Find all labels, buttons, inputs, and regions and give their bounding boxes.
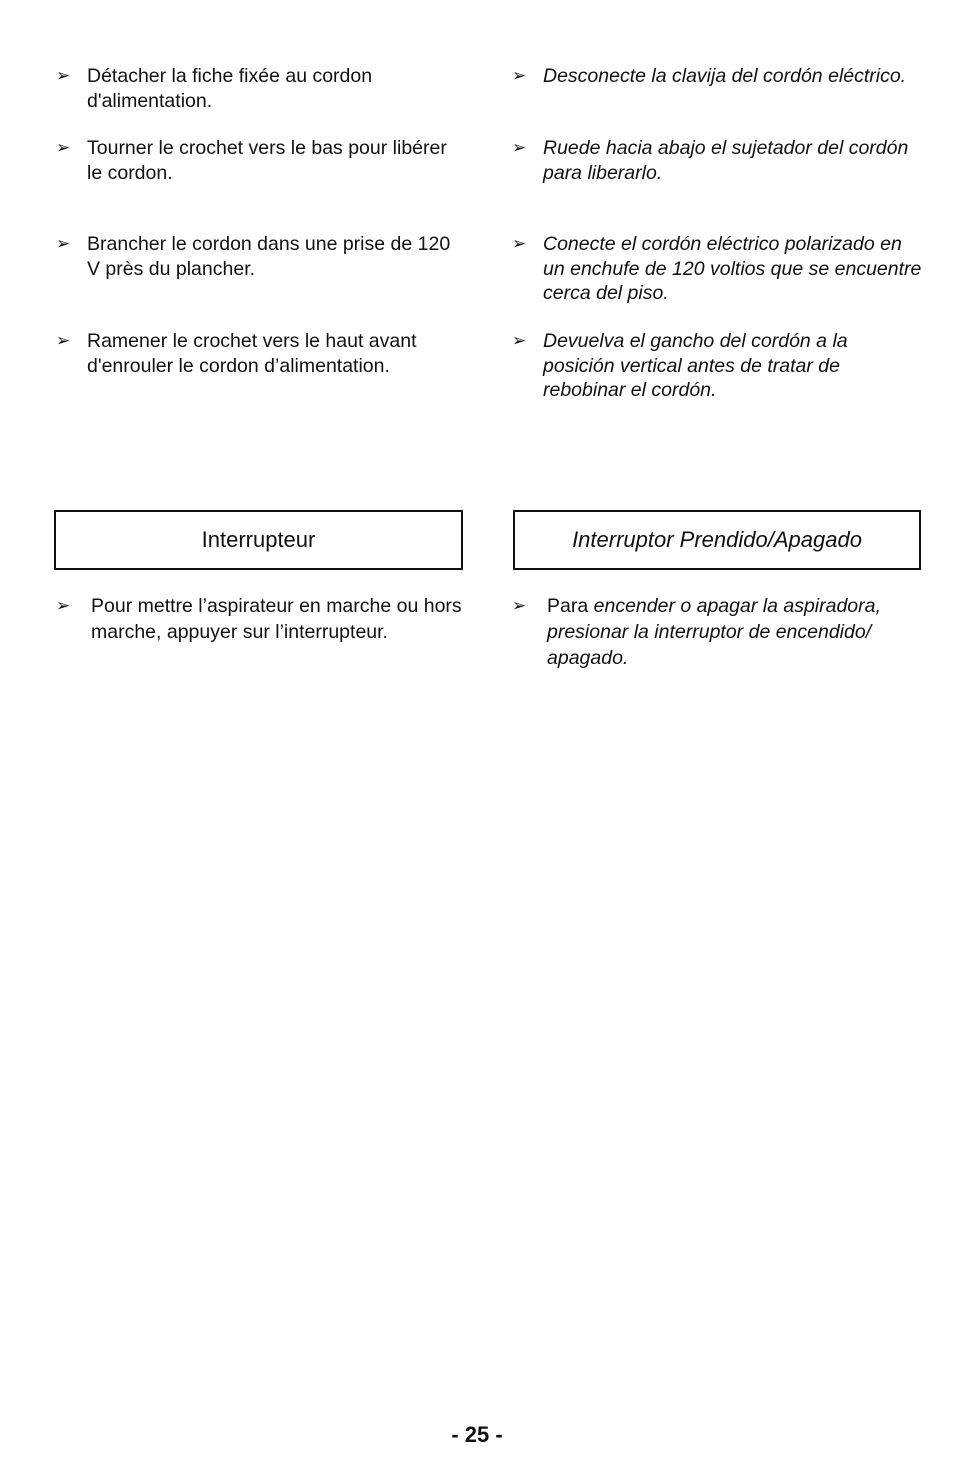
es-instruction-2 [512,136,924,185]
fr-instruction-4-text: Ramener le crochet vers le haut avant d'enrouler le cordon d’alimentation. [87,330,417,377]
fr-switch-instruction-text: Pour mettre l’aspirateur en marche ou hors marche, appuyer sur l’interrupteur. [91,595,462,643]
fr-instruction-3 [56,232,466,281]
fr-instruction-2-text: Tourner le crochet vers le bas pour libérer le cordon. [87,137,447,184]
es-switch-instruction-text: encender o apagar la aspiradora, presionar la interruptor de encendido/ apagado. [547,595,881,669]
fr-switch-instruction [56,593,466,645]
fr-switch-heading: Interrupteur [201,527,316,552]
es-switch-heading: Interruptor Prendido/Apagado [572,527,862,552]
bullet-arrow-icon: ➢ [56,596,71,615]
bullet-arrow-icon: ➢ [512,138,527,157]
bullet-arrow-icon: ➢ [512,596,527,615]
es-instruction-3-text: Conecte el cordón eléctrico polarizado en un enchufe de 120 voltios que se encuentre cerca del piso. [543,233,922,304]
es-switch-instruction-lead: Para [547,595,589,617]
bullet-arrow-icon: ➢ [512,331,527,350]
es-instruction-2-text: Ruede hacia abajo el sujetador del cordón para liberarlo. [543,137,909,184]
bullet-arrow-icon: ➢ [512,66,527,85]
bullet-arrow-icon: ➢ [56,138,71,157]
bullet-arrow-icon: ➢ [512,234,527,253]
fr-instruction-2 [56,136,466,185]
fr-instruction-1 [56,64,466,113]
bullet-arrow-icon: ➢ [56,331,71,350]
es-instruction-4-text: Devuelva el gancho del cordón a la posición vertical antes de tratar de rebobinar el cordón. [543,330,848,401]
es-switch-instruction [512,593,924,671]
es-instruction-1 [512,64,924,89]
es-switch-heading-box [513,510,921,570]
fr-instruction-1-text: Détacher la fiche fixée au cordon d'alimentation. [87,65,373,112]
es-instruction-1-text: Desconecte la clavija del cordón eléctrico. [543,65,907,87]
page-number: - 25 - [451,1422,503,1447]
fr-instruction-4 [56,329,466,378]
fr-switch-heading-box [54,510,463,570]
bullet-arrow-icon: ➢ [56,234,71,253]
fr-instruction-3-text: Brancher le cordon dans une prise de 120 V près du plancher. [87,233,451,280]
bullet-arrow-icon: ➢ [56,66,71,85]
es-instruction-4 [512,329,924,403]
es-instruction-3 [512,232,924,306]
